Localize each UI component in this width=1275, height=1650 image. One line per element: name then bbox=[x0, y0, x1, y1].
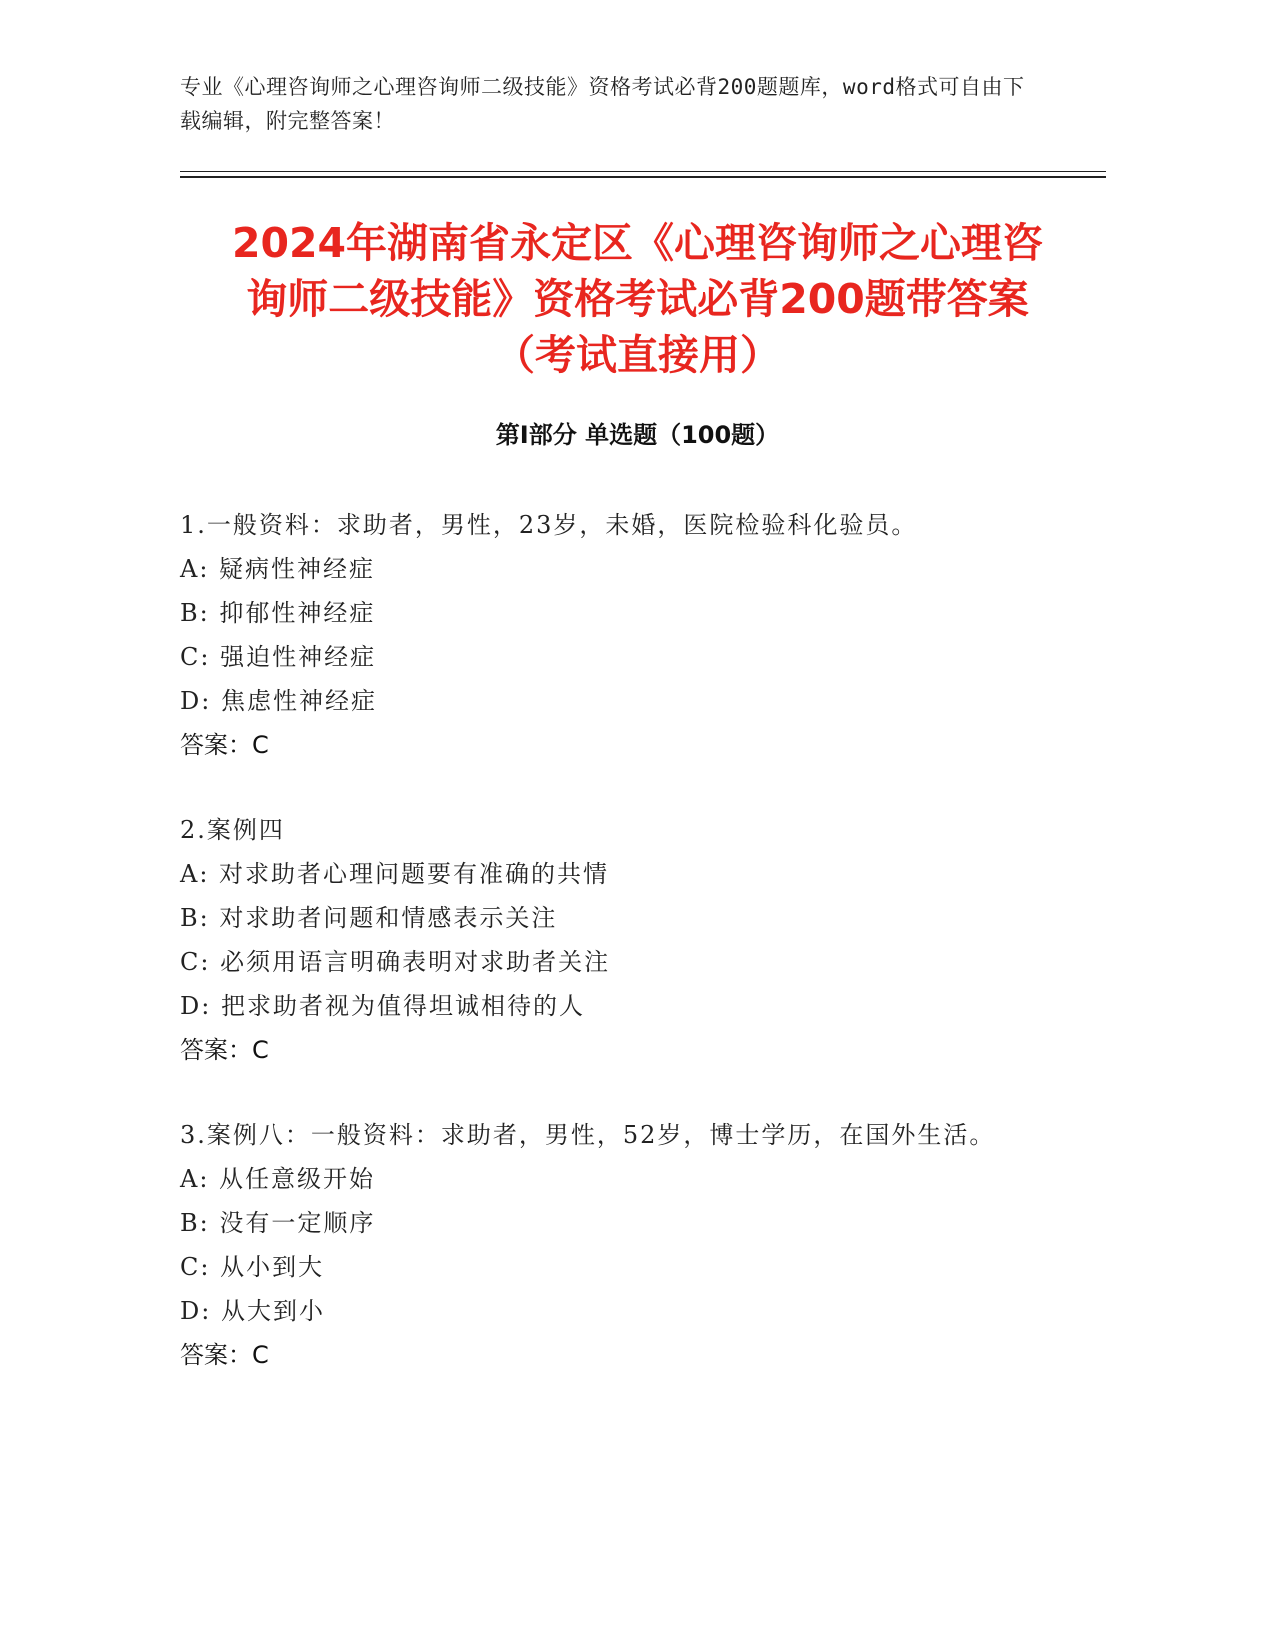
question-stem: 2.案例四 bbox=[180, 816, 285, 844]
option-c: C: 必须用语言明确表明对求助者关注 bbox=[180, 948, 611, 976]
option-d: D: 焦虑性神经症 bbox=[180, 687, 377, 715]
question-item bbox=[180, 1113, 1040, 1377]
question-item bbox=[180, 808, 1040, 1072]
answer-text: 答案：C bbox=[180, 731, 269, 759]
title-line-3: （考试直接用） bbox=[494, 331, 781, 379]
question-stem: 1.一般资料：求助者，男性，23岁，未婚，医院检验科化验员。 bbox=[180, 511, 918, 539]
title-line-2: 询师二级技能》资格考试必背200题带答案 bbox=[246, 275, 1029, 323]
header-divider-bottom bbox=[180, 176, 1106, 178]
answer-text: 答案：C bbox=[180, 1036, 269, 1064]
option-c: C: 强迫性神经症 bbox=[180, 643, 377, 671]
header-note: 专业《心理咨询师之心理咨询师二级技能》资格考试必背200题题库，word格式可自由下载编辑，附完整答案！ bbox=[180, 75, 1025, 133]
question-list bbox=[180, 503, 1040, 1418]
document-title bbox=[150, 215, 1125, 383]
option-a: A: 对求助者心理问题要有准确的共情 bbox=[180, 860, 610, 888]
option-d: D: 从大到小 bbox=[180, 1297, 325, 1325]
option-c: C: 从小到大 bbox=[180, 1253, 325, 1281]
section-title: 第Ⅰ部分 单选题（100题） bbox=[495, 421, 780, 449]
question-stem: 3.案例八：一般资料：求助者，男性，52岁，博士学历，在国外生活。 bbox=[180, 1121, 996, 1149]
option-b: B: 抑郁性神经症 bbox=[180, 599, 376, 627]
option-b: B: 对求助者问题和情感表示关注 bbox=[180, 904, 558, 932]
option-a: A: 疑病性神经症 bbox=[180, 555, 376, 583]
answer-text: 答案：C bbox=[180, 1341, 269, 1369]
option-d: D: 把求助者视为值得坦诚相待的人 bbox=[180, 992, 585, 1020]
title-line-1: 2024年湖南省永定区《心理咨询师之心理咨 bbox=[231, 219, 1044, 267]
header-divider-top bbox=[180, 171, 1106, 172]
option-a: A: 从任意级开始 bbox=[180, 1165, 376, 1193]
option-b: B: 没有一定顺序 bbox=[180, 1209, 376, 1237]
question-item bbox=[180, 503, 1040, 767]
